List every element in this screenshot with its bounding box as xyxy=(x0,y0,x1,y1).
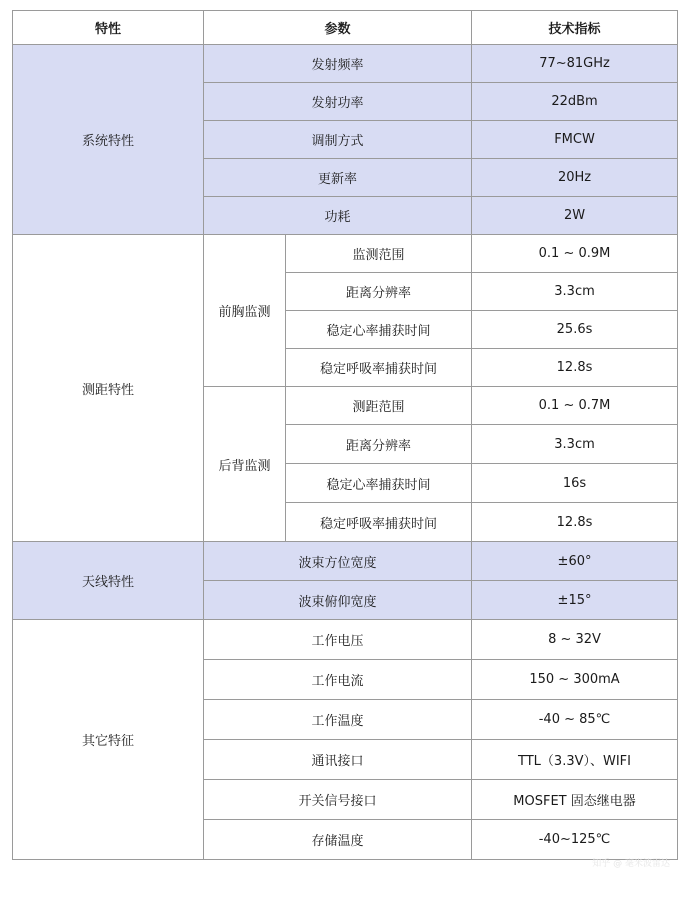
param-cell: 发射频率 xyxy=(204,45,472,83)
param-cell: 工作电压 xyxy=(204,620,472,660)
value-cell: ±15° xyxy=(472,581,678,620)
group-other: 其它特征 xyxy=(13,620,204,860)
table-header-row xyxy=(13,11,678,45)
value-cell: 12.8s xyxy=(472,503,678,542)
value-cell: -40~125℃ xyxy=(472,820,678,860)
value-cell: 150 ~ 300mA xyxy=(472,660,678,700)
value-cell: 16s xyxy=(472,464,678,503)
param-cell: 波束俯仰宽度 xyxy=(204,581,472,620)
param-cell: 稳定呼吸率捕获时间 xyxy=(286,503,472,542)
value-cell: 25.6s xyxy=(472,311,678,349)
param-cell: 更新率 xyxy=(204,159,472,197)
value-cell: 8 ~ 32V xyxy=(472,620,678,660)
table-row xyxy=(13,45,678,83)
param-cell: 稳定心率捕获时间 xyxy=(286,464,472,503)
group-antenna: 天线特性 xyxy=(13,542,204,620)
subgroup-front: 前胸监测 xyxy=(204,235,286,387)
param-cell: 调制方式 xyxy=(204,121,472,159)
table-row xyxy=(13,235,678,273)
value-cell: 20Hz xyxy=(472,159,678,197)
param-cell: 测距范围 xyxy=(286,387,472,425)
param-cell: 距离分辨率 xyxy=(286,273,472,311)
param-cell: 稳定心率捕获时间 xyxy=(286,311,472,349)
param-cell: 存储温度 xyxy=(204,820,472,860)
value-cell: 0.1 ~ 0.7M xyxy=(472,387,678,425)
param-cell: 功耗 xyxy=(204,197,472,235)
param-cell: 稳定呼吸率捕获时间 xyxy=(286,349,472,387)
value-cell: 0.1 ~ 0.9M xyxy=(472,235,678,273)
value-cell: TTL（3.3V）、WIFI xyxy=(472,740,678,780)
value-cell: 3.3cm xyxy=(472,425,678,464)
spec-table xyxy=(12,10,678,860)
value-cell: MOSFET 固态继电器 xyxy=(472,780,678,820)
value-cell: 22dBm xyxy=(472,83,678,121)
value-cell: FMCW xyxy=(472,121,678,159)
param-cell: 开关信号接口 xyxy=(204,780,472,820)
subgroup-back: 后背监测 xyxy=(204,387,286,542)
header-spec: 技术指标 xyxy=(472,11,678,45)
value-cell: 12.8s xyxy=(472,349,678,387)
value-cell: 77~81GHz xyxy=(472,45,678,83)
value-cell: -40 ~ 85℃ xyxy=(472,700,678,740)
header-feature: 特性 xyxy=(13,11,204,45)
param-cell: 距离分辨率 xyxy=(286,425,472,464)
param-cell: 发射功率 xyxy=(204,83,472,121)
table-row xyxy=(13,542,678,581)
param-cell: 通讯接口 xyxy=(204,740,472,780)
group-ranging: 测距特性 xyxy=(13,235,204,542)
param-cell: 工作温度 xyxy=(204,700,472,740)
watermark: 知乎 @ 毫米波雷达 xyxy=(592,859,670,869)
value-cell: ±60° xyxy=(472,542,678,581)
value-cell: 2W xyxy=(472,197,678,235)
value-cell: 3.3cm xyxy=(472,273,678,311)
param-cell: 波束方位宽度 xyxy=(204,542,472,581)
table-row xyxy=(13,620,678,660)
header-parameter: 参数 xyxy=(204,11,472,45)
param-cell: 监测范围 xyxy=(286,235,472,273)
group-system: 系统特性 xyxy=(13,45,204,235)
param-cell: 工作电流 xyxy=(204,660,472,700)
